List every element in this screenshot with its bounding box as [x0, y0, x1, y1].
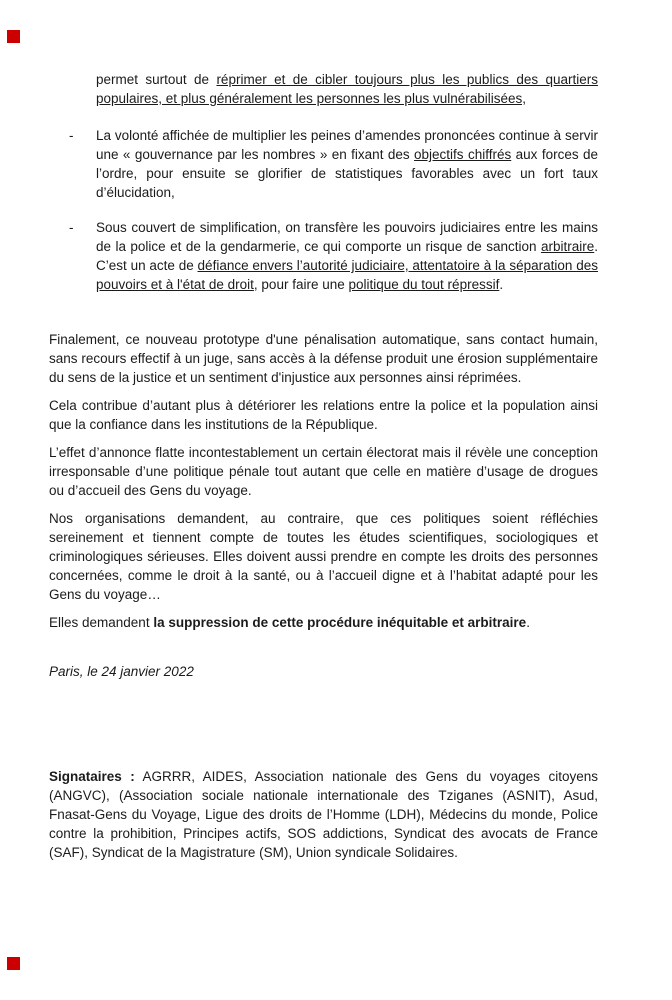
- text-run: .: [526, 615, 530, 630]
- red-square-marker-bottom: [7, 957, 20, 970]
- text-run-bold: Signataires :: [49, 769, 135, 784]
- text-run-underlined: arbitraire: [540, 239, 595, 254]
- paragraph-intro-continuation: [49, 70, 598, 108]
- text-run-bold: la suppression de cette procédure inéquitable et arbitraire: [153, 615, 527, 630]
- text-run: , pour faire une: [253, 277, 349, 292]
- paragraph-conclusion: [49, 613, 598, 632]
- text-run-underlined: politique du tout répressif: [348, 277, 500, 292]
- list-item-pouvoirs-judiciaires: [49, 218, 598, 294]
- paragraph-signatories: [49, 767, 598, 862]
- text-run: aux forces de l’ordre, pour ensuite se glorifier de statistiques favorables avec un fort taux d’élucidation,: [96, 147, 599, 200]
- red-square-marker-top: [7, 30, 20, 43]
- text-run-underlined: objectifs chiffrés: [414, 147, 512, 162]
- text-run: . C’est un acte de: [96, 239, 598, 273]
- dateline: Paris, le 24 janvier 2022: [49, 664, 194, 679]
- bullet-dash: -: [69, 128, 74, 143]
- text-run: Sous couvert de simplification, on transfère les pouvoirs judiciaires entre les mains de la police et de la gendarmerie, ce qui comporte un risque de sanction: [96, 220, 598, 254]
- text-run-underlined: réprimer et de cibler toujours plus les publics des quartiers populaires, et plus généralement les personnes les plus vulnérabilisées,: [96, 72, 598, 106]
- list-item-objectifs-chiffres: [49, 126, 598, 202]
- list-item-text: [96, 218, 598, 294]
- paragraph-cela-contribue: Cela contribue d’autant plus à détériorer les relations entre la police et la population ainsi que la confiance dans les institutions de la République.: [49, 398, 598, 432]
- text-run: Elles demandent: [49, 615, 154, 630]
- text-run: .: [499, 277, 504, 292]
- text-run: AGRRR, AIDES, Association nationale des Gens du voyages citoyens (ANGVC), (Association sociale nationale internationale des Tziganes (ASNIT), Asud, Fnasat-Gens du Voyage, Ligue des droits de l’Homme (LDH), Médecins du monde, Police contre la prohibition, Principes actifs, SOS addictions, Syndicat des avocats de France (SAF), Syndicat de la Magistrature (SM), Union syndicale Solidaires.: [49, 769, 598, 860]
- text-run-underlined: défiance envers l’autorité judiciaire, attentatoire à la séparation des pouvoirs et à l'état de droit: [96, 258, 598, 292]
- bullet-dash: -: [69, 220, 74, 235]
- text-run: La volonté affichée de multiplier les peines d’amendes prononcées continue à servir une « gouvernance par les nombres » en fixant des: [96, 128, 598, 162]
- text-run: permet surtout de: [96, 72, 217, 87]
- list-item-text: [96, 126, 598, 202]
- document-body: [49, 70, 598, 862]
- paragraph-nos-organisations: Nos organisations demandent, au contraire, que ces politiques soient réfléchies sereinement et tiennent compte de toutes les études scientifiques, sociologiques et criminologiques sérieuses. Elles doivent aussi prendre en compte les droits des personnes concernées, comme le droit à la santé, ou à l’accueil digne et à l’habitat adapté pour les Gens du voyage…: [49, 511, 598, 602]
- paragraph-finalement: Finalement, ce nouveau prototype d'une pénalisation automatique, sans contact humain, sans recours effectif à un juge, sans accès à la défense produit une érosion supplémentaire du sens de la justice et un sentiment d'injustice aux personnes ainsi réprimées.: [49, 332, 598, 385]
- paragraph-effet-annonce: L’effet d’annonce flatte incontestablement un certain électorat mais il révèle une conception irresponsable d’une politique pénale tout autant que celle en matière d’usage de drogues ou d’accueil des Gens du voyage.: [49, 445, 598, 498]
